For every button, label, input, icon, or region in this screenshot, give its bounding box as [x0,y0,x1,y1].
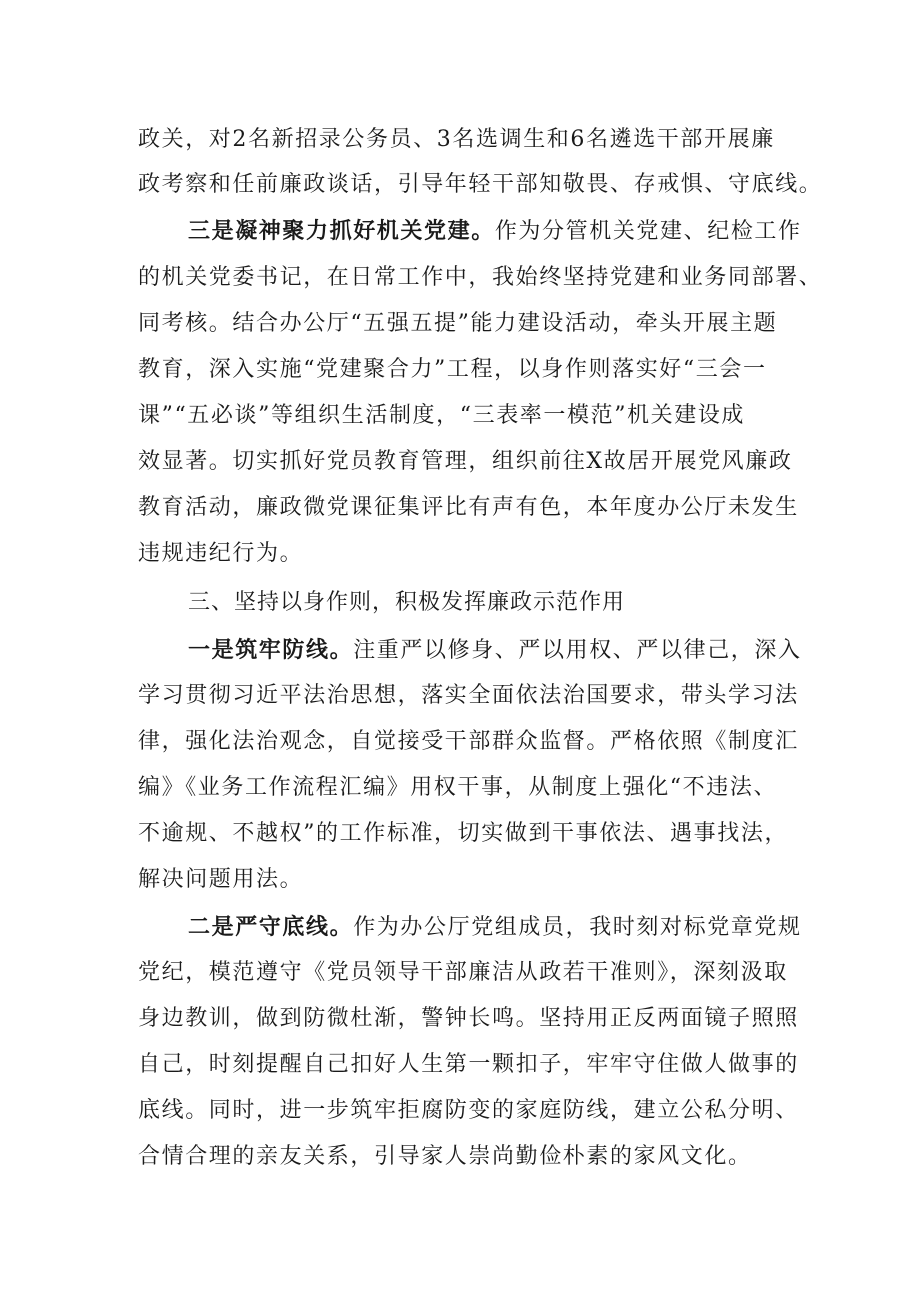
para2-line-3: 同考核。结合办公厅“五强五提”能力建设活动，牵头开展主题 [138,311,778,336]
para2-line-1-text: 作为分管机关党建、纪检工作 [494,219,802,244]
section-heading: 三、坚持以身作则，积极发挥廉政示范作用 [188,590,626,615]
para4-line-4: 自己，时刻提醒自己扣好人生第一颗扣子，牢牢守住做人做事的 [138,1052,799,1077]
para4-line-1 [188,912,802,942]
para3-line-5: 不逾规、不越权”的工作标准，切实做到干事依法、遇事找法， [138,821,789,846]
para3-line-4: 编》《业务工作流程汇编》用权干事，从制度上强化“不违法、 [138,775,778,800]
para4-line-2: 党纪，模范遵守《党员领导干部廉洁从政若干准则》，深刻汲取 [138,960,788,985]
para3-line-1 [188,635,802,665]
para3-line-2: 学习贯彻习近平法治思想，落实全面依法治国要求，带头学习法 [138,683,799,708]
para2-line-5: 课”“五必谈”等组织生活制度，“三表率一模范”机关建设成 [138,403,746,428]
para4-line-1-text: 作为办公厅党组成员，我时刻对标党章党规 [353,915,802,940]
para4-lead: 二是严守底线。 [188,914,354,940]
para4-line-3: 身边教训，做到防微杜渐，警钟长鸣。坚持用正反两面镜子照照 [138,1006,799,1031]
para3-line-3: 律，强化法治观念，自觉接受干部群众监督。严格依照《制度汇 [138,729,799,754]
para2-line-1 [188,216,802,246]
para1-line-2: 政考察和任前廉政谈话，引导年轻干部知敬畏、存戒惧、守底线。 [138,172,823,197]
para4-line-6: 合情合理的亲友关系，引导家人崇尚勤俭朴素的家风文化。 [138,1144,752,1169]
para3-line-6: 解决问题用法。 [138,867,304,892]
para2-line-4: 教育，深入实施“党建聚合力”工程，以身作则落实好“三会一 [138,357,767,382]
para1-line-1: 政关，对2名新招录公务员、3名选调生和6名遴选干部开展廉 [138,127,775,152]
para2-line-8: 违规违纪行为。 [138,541,304,566]
para2-lead: 三是凝神聚力抓好机关党建。 [188,218,495,244]
para4-line-5: 底线。同时，进一步筑牢拒腐防变的家庭防线，建立公私分明、 [138,1098,799,1123]
para2-line-7: 教育活动，廉政微党课征集评比有声有色，本年度办公厅未发生 [138,495,799,520]
para2-line-2: 的机关党委书记，在日常工作中，我始终坚持党建和业务同部署、 [138,265,823,290]
para3-lead: 一是筑牢防线。 [188,637,354,663]
para3-line-1-text: 注重严以修身、严以用权、严以律己，深入 [353,638,802,663]
para2-line-6: 效显著。切实抓好党员教育管理，组织前往X故居开展党风廉政 [138,449,793,474]
